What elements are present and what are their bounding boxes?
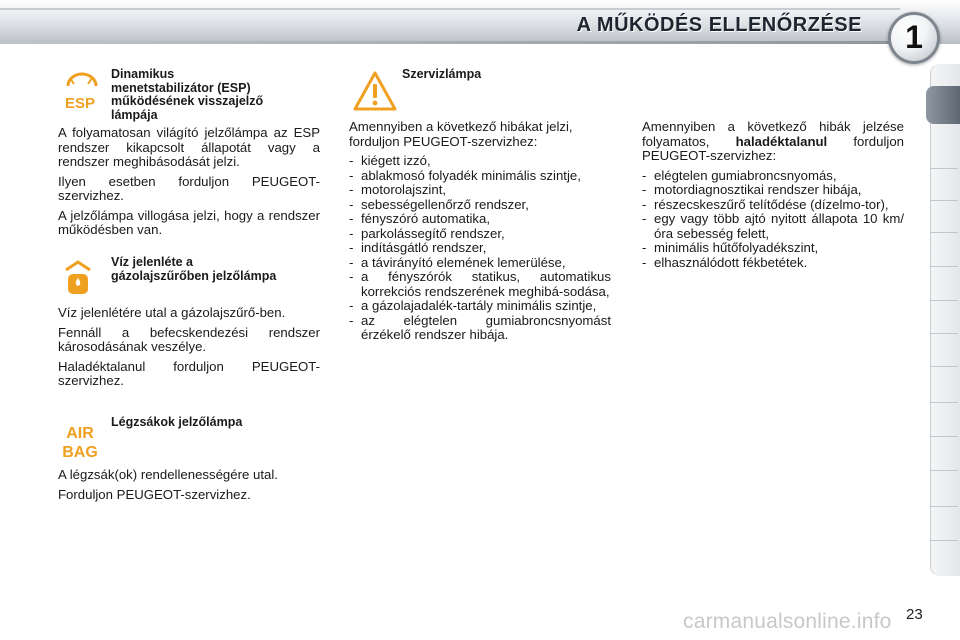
list-item: - minimális hűtőfolyadékszint,: [642, 241, 904, 256]
airbag-icon-label: BAG: [62, 444, 98, 461]
list-item: - egy vagy több ajtó nyitott állapota 10 km/óra sebesség felett,: [642, 212, 904, 241]
list-item: - elhasználódott fékbetétek.: [642, 256, 904, 271]
service-intro: Amennyiben a következő hibákat jelzi, forduljon PEUGEOT-szervizhez:: [349, 119, 573, 149]
esp-body: [58, 126, 320, 243]
airbag-icon-label: AIR: [66, 425, 94, 442]
list-item: - parkolássegítő rendszer,: [349, 227, 611, 242]
header-stripe: [0, 8, 900, 10]
water-paragraph: Haladéktalanul forduljon PEUGEOT-szervizhez.: [58, 358, 320, 388]
service-continued-intro: [642, 120, 904, 164]
list-item: - motorolajszint,: [349, 183, 611, 198]
water-heading-line: Víz jelenléte a: [111, 255, 193, 269]
water-body: [58, 306, 320, 394]
tab-divider: [930, 232, 958, 233]
esp-icon-label: ESP: [64, 95, 96, 112]
chapter-tab-active[interactable]: [926, 86, 960, 124]
tab-divider: [930, 436, 958, 437]
tab-divider: [930, 540, 958, 541]
esp-heading-line: működésének visszajelző: [111, 94, 264, 108]
water-paragraph: Víz jelenlétére utal a gázolajszűrő-ben.: [58, 305, 286, 320]
chapter-number: 1: [905, 19, 923, 55]
list-item: - motordiagnosztikai rendszer hibája,: [642, 183, 904, 198]
tab-divider: [930, 333, 958, 334]
list-item: - indításgátló rendszer,: [349, 241, 611, 256]
tab-divider: [930, 506, 958, 507]
tab-divider: [930, 402, 958, 403]
water-in-diesel-filter-icon: [60, 256, 96, 298]
airbag-paragraph: A légzsák(ok) rendellenességére utal.: [58, 467, 278, 482]
header-stripe: [0, 41, 900, 44]
intro-emphasis: haladéktalanul: [735, 133, 828, 149]
list-item: - kiégett izzó,: [349, 154, 611, 169]
list-item: - ablakmosó folyadék minimális szintje,: [349, 169, 611, 184]
tab-divider: [930, 366, 958, 367]
service-warning-triangle-icon: [352, 70, 398, 112]
service-body: [349, 120, 611, 343]
esp-heading: [111, 68, 321, 122]
esp-paragraph: Ilyen esetben forduljon PEUGEOT-szervizhez.: [58, 173, 320, 203]
service-list: [349, 154, 611, 343]
tab-divider: [930, 266, 958, 267]
esp-paragraph: A folyamatosan világító jelzőlámpa az ESP rendszer kikapcsolt állapotát vagy a rendszer meghibásodását jelzi.: [58, 125, 320, 169]
airbag-heading: Légzsákok jelzőlámpa: [111, 415, 243, 429]
service-heading: Szervizlámpa: [402, 67, 482, 81]
page-number: 23: [906, 606, 923, 623]
water-heading: [111, 256, 325, 283]
list-item: - az elégtelen gumiabroncsnyomást érzékelő rendszer hibája.: [349, 314, 611, 343]
page-title: A MŰKÖDÉS ELLENŐRZÉSE: [576, 14, 862, 36]
tab-divider: [930, 300, 958, 301]
airbag-warning-icon: [60, 420, 100, 462]
list-item: - fényszóró automatika,: [349, 212, 611, 227]
esp-paragraph: A jelzőlámpa villogása jelzi, hogy a rendszer működésben van.: [58, 207, 320, 237]
intro-text: forduljon PEUGEOT-szervizhez:: [642, 133, 904, 163]
esp-warning-icon: [58, 68, 102, 112]
list-item: - részecskeszűrő telítődése (dízelmo-tor),: [642, 198, 904, 213]
tab-divider: [930, 470, 958, 471]
service-continued-body: [642, 120, 904, 270]
esp-heading-line: lámpája: [111, 107, 158, 122]
list-item: - elégtelen gumiabroncsnyomás,: [642, 169, 904, 184]
chapter-tabs: [930, 64, 960, 576]
water-heading-line: gázolajszűrőben jelzőlámpa: [111, 268, 277, 283]
watermark: carmanualsonline.info: [683, 610, 892, 633]
list-item: - a fényszórók statikus, automatikus korrekciós rendszerének meghibá-sodása,: [349, 270, 611, 299]
list-item: - a gázolajadalék-tartály minimális szintje,: [349, 299, 611, 314]
airbag-paragraph: Forduljon PEUGEOT-szervizhez.: [58, 486, 251, 502]
water-paragraph: Fennáll a befecskendezési rendszer károsodásának veszélye.: [58, 324, 320, 354]
chapter-badge: [888, 12, 940, 64]
list-item: - sebességellenőrző rendszer,: [349, 198, 611, 213]
intro-text: Amennyiben a következő hibák jelzése folyamatos,: [642, 119, 904, 149]
esp-heading-line: menetstabilizátor (ESP): [111, 80, 251, 95]
list-item: - a távirányító elemének lemerülése,: [349, 256, 611, 271]
airbag-body: [58, 468, 320, 507]
tab-divider: [930, 168, 958, 169]
service-continued-list: [642, 169, 904, 271]
esp-heading-line: Dinamikus: [111, 67, 175, 81]
tab-divider: [930, 200, 958, 201]
